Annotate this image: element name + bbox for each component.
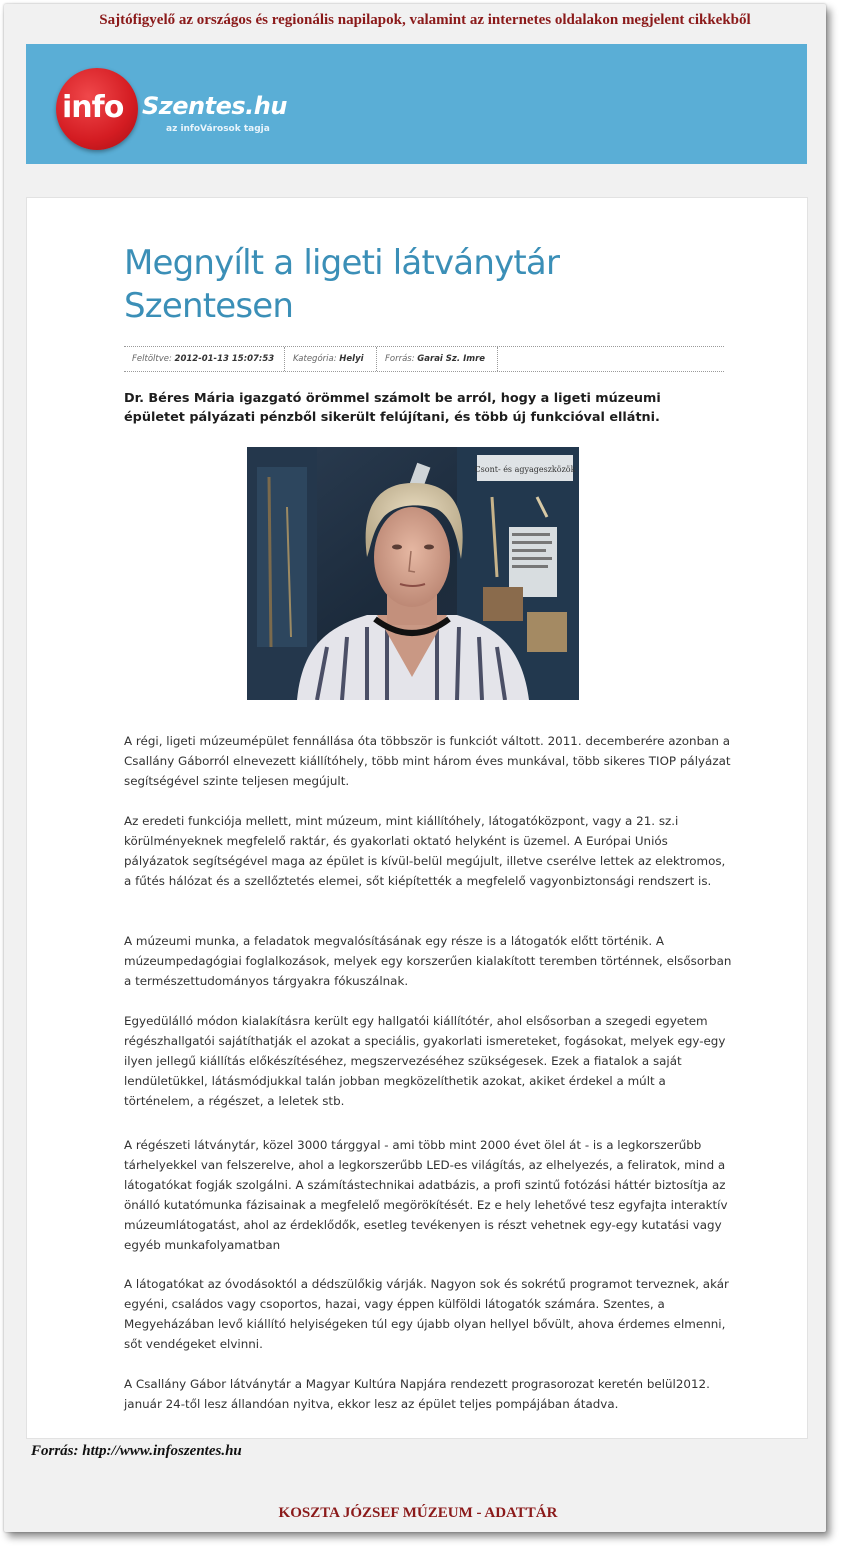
meta-source-label: Forrás: (385, 354, 415, 364)
museum-director-photo (247, 447, 579, 700)
logo-info-text: info (62, 90, 124, 125)
article-paragraph: A régi, ligeti múzeumépület fennállása óta többször is funkciót váltott. 2011. decemberére azonban a Csallány Gáborról elnevezett kiállítóhely, több mint három éves munkával, több sikeres TIOP pályázat segítségével szinte teljesen megújult. (124, 734, 731, 788)
archive-footer: KOSZTA JÓZSEF MÚZEUM - ADATTÁR (278, 1505, 558, 1521)
meta-uploaded (124, 347, 285, 371)
meta-uploaded-value: 2012-01-13 15:07:53 (174, 354, 275, 364)
meta-category (285, 347, 377, 371)
press-review-caption: Sajtófigyelő az országos és regionális napilapok, valamint az internetes oldalakon megjelent cikkekből (99, 12, 751, 28)
article-title: Megnyílt a ligeti látványtár Szentesen (124, 243, 560, 326)
site-banner (26, 44, 807, 164)
logo-site-name: Szentes.hu (142, 92, 287, 120)
source-url-line: Forrás: http://www.infoszentes.hu (31, 1443, 242, 1459)
article-paragraph: A Csallány Gábor látványtár a Magyar Kultúra Napjára rendezett prograsorozat keretén belül2012. január 24-től lesz állandóan nyitva, ekkor lesz az épület teljes pompájában átadva. (124, 1377, 710, 1411)
article-paragraph: Az eredeti funkciója mellett, mint múzeum, mint kiállítóhely, látogatóközpont, vagy a 21. sz.i körülményeknek megfelelő raktár, és gyakorlati oktató helyként is üzemel. A Európai Uniós pályázatok segítségével maga az épület is kívül-belül megújult, illetve cserélve lettek az elektromos, a fűtés hálózat és a szellőztetés elemei, sőt kiépítették a megfelelő vagyonbiztonsági rendszert is. (124, 814, 726, 888)
article-paragraph: Egyedülálló módon kialakításra került egy hallgatói kiállítótér, ahol elsősorban a szegedi egyetem régészhallgatói sajátíthatják el azokat a speciális, gyakorlati ismereteket, fogásokat, melyek egy-egy ilyen jellegű kiállítás előkészítéséhez, megszervezéséhez szükségesek. Ezek a fiatalok a saját lendületükkel, látásmódjukkal talán jobban megközelíthetik azokat, akiket érdekel a múlt a történelem, a régészet, a leletek stb. (124, 1014, 726, 1108)
logo-tagline: az infoVárosok tagja (166, 124, 270, 134)
meta-category-label: Kategória: (293, 354, 337, 364)
exhibit-sign-text: Csont- és agyageszközök (474, 465, 576, 474)
article-meta-bar (124, 346, 724, 372)
article-photo (247, 447, 579, 700)
article-lead: Dr. Béres Mária igazgató örömmel számolt be arról, hogy a ligeti múzeumi épületet pályázati pénzből sikerült felújítani, és több új funkcióval ellátni. (124, 391, 661, 425)
article-container (26, 197, 808, 1439)
article-paragraph: A látogatókat az óvodásoktól a dédszülőkig várják. Nagyon sok és sokrétű programot terveznek, akár egyéni, családos vagy csoportos, hazai, vagy éppen külföldi látogatók számára. Szentes, a Megyeházában levő kiállító helyiségeken túl egy újabb olyan hellyel bővült, ahova érdemes elmenni, sőt vendégeket elvinni. (124, 1277, 729, 1351)
meta-source (377, 347, 498, 371)
meta-uploaded-label: Feltöltve: (132, 354, 172, 364)
article-paragraph: A múzeumi munka, a feladatok megvalósításának egy része is a látogatók előtt történik. A múzeumpedagógiai foglalkozások, melyek egy korszerűen kialakított teremben történnek, elsősorban a természettudományos tárgyakra fókuszálnak. (124, 934, 732, 988)
meta-category-link[interactable]: Helyi (339, 354, 364, 364)
article-paragraph: A régészeti látványtár, közel 3000 tárggyal - ami több mint 2000 évet ölel át - is a legkorszerűbb tárhelyekkel van felszerelve, ahol a legkorszerűbb LED-es világítás, az elhelyezés, a feliratok, mind a látogatókat fogják szolgálni. A számítástechnikai adatbázis, a profi szintű fotózási háttér biztosítja az önálló kutatómunka fázisainak a megfelelő megörökítését. Ez e hely lehetővé tesz egyfajta interaktív múzeumlátogatást, ahol az érdeklődők, esetleg tevékenyen is részt vehetnek egy-egy kutatási vagy egyéb munkafolyamatban (124, 1138, 728, 1252)
meta-source-value: Garai Sz. Imre (417, 354, 486, 364)
